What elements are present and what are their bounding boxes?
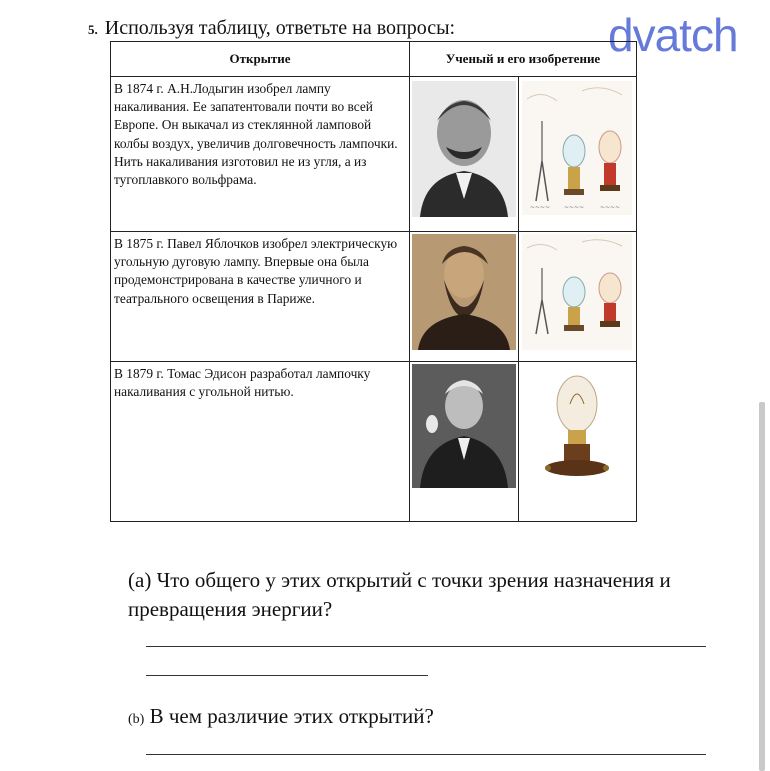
- invention-cell: [519, 232, 637, 362]
- lamp-sketches-image: [522, 81, 632, 215]
- question-heading: [88, 16, 455, 42]
- invention-cell: [519, 77, 637, 232]
- lamp-sketches-image: [522, 234, 632, 350]
- question-b: [128, 704, 434, 729]
- discovery-text-edison: В 1879 г. Томас Эдисон разработал лампочку накаливания с угольной нитью.: [111, 362, 410, 522]
- answer-line-a1[interactable]: [146, 646, 706, 647]
- portrait-yablochkov-image: [412, 234, 516, 350]
- table-row: [111, 362, 637, 522]
- discovery-text-yablochkov: В 1875 г. Павел Яблочков изобрел электрическую угольную дуговую лампу. Впервые она была продемонстрирована в качестве уличного и театрального освещения в Париже.: [111, 232, 410, 362]
- answer-line-a2[interactable]: [146, 675, 428, 676]
- question-text: Используя таблицу, ответьте на вопросы:: [104, 17, 456, 39]
- answer-line-b1[interactable]: [146, 754, 706, 755]
- table-row: [111, 232, 637, 362]
- question-a: [128, 566, 728, 624]
- question-a-prefix: (a): [128, 568, 152, 592]
- discoveries-table: [110, 41, 637, 522]
- invention-cell: [519, 362, 637, 522]
- svg-text:~~~~: ~~~~: [530, 204, 551, 211]
- question-a-text: Что общего у этих открытий с точки зрения назначения и превращения энергии?: [128, 568, 671, 621]
- svg-text:~~~~: ~~~~: [564, 204, 585, 211]
- question-b-prefix: (b): [128, 712, 145, 727]
- header-discovery: Открытие: [111, 42, 410, 77]
- portrait-lodygin-image: [412, 81, 516, 217]
- portrait-edison-image: [412, 364, 516, 488]
- portrait-cell: [410, 77, 519, 232]
- question-b-text: В чем различие этих открытий?: [149, 704, 434, 728]
- svg-text:~~~~: ~~~~: [600, 204, 621, 211]
- discovery-text-lodygin: В 1874 г. А.Н.Лодыгин изобрел лампу накаливания. Ее запатентовали почти во всей Европе. Он выкачал из стеклянной ламповой колбы воздух, увеличив долговечность лампочки. Нить накаливания изготовил не из угля, а из тугоплавкого вольфрама.: [111, 77, 410, 232]
- question-number: 5.: [88, 22, 98, 37]
- scrollbar[interactable]: [759, 402, 765, 771]
- table-row: [111, 77, 637, 232]
- edison-lamp-image: [522, 364, 632, 490]
- portrait-cell: [410, 232, 519, 362]
- watermark-logo: dvatch: [608, 9, 738, 61]
- header-scientist: Ученый и его изобретение: [410, 42, 637, 77]
- portrait-cell: [410, 362, 519, 522]
